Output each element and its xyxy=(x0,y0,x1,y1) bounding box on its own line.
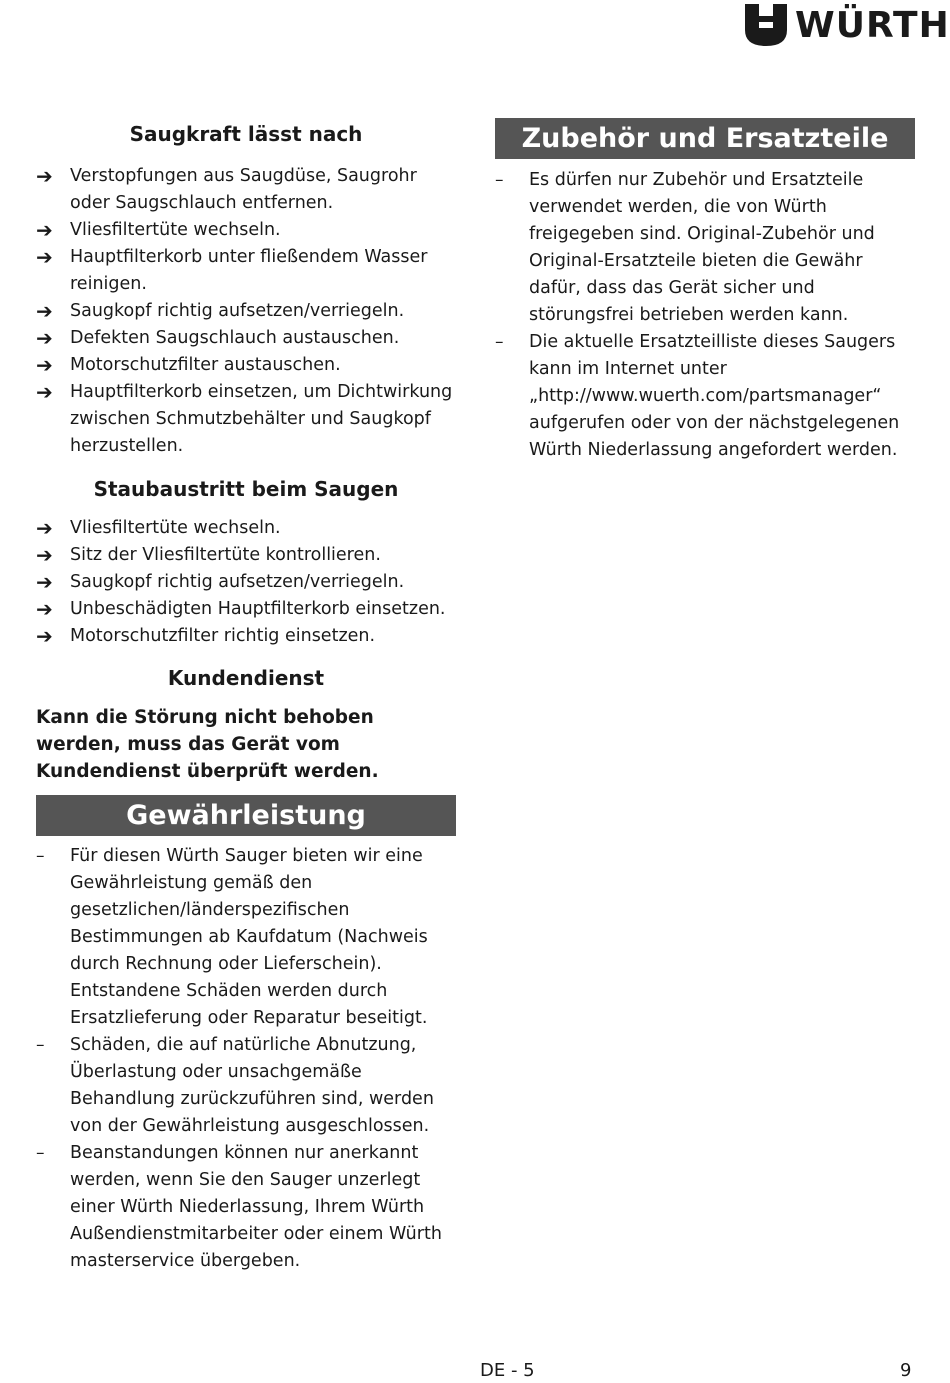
arrow-right-icon: ➔ xyxy=(36,218,53,242)
list-item: ➔ Verstopfungen aus Saugdüse, Saugrohr oder Saugschlauch entfernen. xyxy=(36,164,417,213)
arrow-right-icon: ➔ xyxy=(36,245,53,269)
wurth-logo-text: WÜRTH xyxy=(795,5,950,46)
list-item: ➔ Motorschutzfilter austauschen. xyxy=(36,353,341,377)
arrow-right-icon: ➔ xyxy=(36,164,53,188)
list-item: ➔ Hauptfilterkorb unter fließendem Wasser reinigen. xyxy=(36,245,428,294)
right-column xyxy=(495,118,915,464)
dash-bullet: – xyxy=(495,332,504,352)
list-saugkraft xyxy=(36,163,456,460)
arrow-right-icon: ➔ xyxy=(36,516,53,540)
list-item: ➔ Motorschutzfilter richtig einsetzen. xyxy=(36,624,376,648)
list-zubehoer xyxy=(495,167,915,464)
kundendienst-note: Kann die Störung nicht behoben werden, muss das Gerät vom Kundendienst überprüft werden. xyxy=(36,707,379,782)
list-item: ➔ Defekten Saugschlauch austauschen. xyxy=(36,326,400,350)
list-item: – Beanstandungen können nur anerkannt werden, wenn Sie den Sauger unzerlegt einer Würth Niederlassung, Ihrem Würth Außendienstmitarbeiter oder einem Würth masterservice übergeben. xyxy=(36,1140,456,1275)
list-gewaehrleistung xyxy=(36,843,456,1275)
heading-kundendienst: Kundendienst xyxy=(167,666,325,690)
list-item: ➔ Unbeschädigten Hauptfilterkorb einsetzen. xyxy=(36,597,446,621)
arrow-right-icon: ➔ xyxy=(36,380,53,404)
wurth-logo-icon xyxy=(745,4,787,46)
list-item: ➔ Hauptfilterkorb einsetzen, um Dichtwirkung zwischen Schmutzbehälter und Saugkopf herzustellen. xyxy=(36,380,453,456)
left-column xyxy=(36,120,456,1275)
page-number: 9 xyxy=(900,1360,912,1381)
footer-section-code: DE - 5 xyxy=(480,1360,535,1381)
heading-gewaehrleistung: Gewährleistung xyxy=(36,795,456,836)
arrow-right-icon: ➔ xyxy=(36,597,53,621)
list-item: ➔ Saugkopf richtig aufsetzen/verriegeln. xyxy=(36,299,405,323)
arrow-right-icon: ➔ xyxy=(36,543,53,567)
list-item: ➔ Saugkopf richtig aufsetzen/verriegeln. xyxy=(36,570,405,594)
arrow-right-icon: ➔ xyxy=(36,326,53,350)
dash-bullet: – xyxy=(36,1035,45,1055)
heading-staubaustritt: Staubaustritt beim Saugen xyxy=(93,477,399,501)
dash-bullet: – xyxy=(495,170,504,190)
list-item: ➔ Vliesfiltertüte wechseln. xyxy=(36,218,281,242)
wurth-logo xyxy=(745,4,950,48)
arrow-right-icon: ➔ xyxy=(36,299,53,323)
dash-bullet: – xyxy=(36,846,45,866)
list-item: – Es dürfen nur Zubehör und Ersatzteile verwendet werden, die von Würth freigegeben sind. Original-Zubehör und Original-Ersatzteile bieten die Gewähr dafür, dass das Gerät sicher und störungsfrei betrieben werden kann. xyxy=(495,167,915,329)
list-item: ➔ Sitz der Vliesfiltertüte kontrollieren. xyxy=(36,543,381,567)
list-staubaustritt xyxy=(36,515,456,650)
dash-bullet: – xyxy=(36,1143,45,1163)
arrow-right-icon: ➔ xyxy=(36,353,53,377)
list-item: – Die aktuelle Ersatzteilliste dieses Saugers kann im Internet unter „http://www.wuerth.com/partsmanager“ aufgerufen oder von der nächstgelegenen Würth Niederlassung angefordert werden. xyxy=(495,329,915,464)
heading-saugkraft: Saugkraft lässt nach xyxy=(129,122,363,146)
heading-zubehoer: Zubehör und Ersatzteile xyxy=(495,118,915,159)
arrow-right-icon: ➔ xyxy=(36,624,53,648)
list-item: ➔ Vliesfiltertüte wechseln. xyxy=(36,516,281,540)
list-item: – Schäden, die auf natürliche Abnutzung, Überlastung oder unsachgemäße Behandlung zurückzuführen sind, werden von der Gewährleistung ausgeschlossen. xyxy=(36,1032,456,1140)
arrow-right-icon: ➔ xyxy=(36,570,53,594)
list-item: – Für diesen Würth Sauger bieten wir eine Gewährleistung gemäß den gesetzlichen/länderspezifischen Bestimmungen ab Kaufdatum (Nachweis durch Rechnung oder Lieferschein). Entstandene Schäden werden durch Ersatzlieferung oder Reparatur beseitigt. xyxy=(36,843,456,1032)
